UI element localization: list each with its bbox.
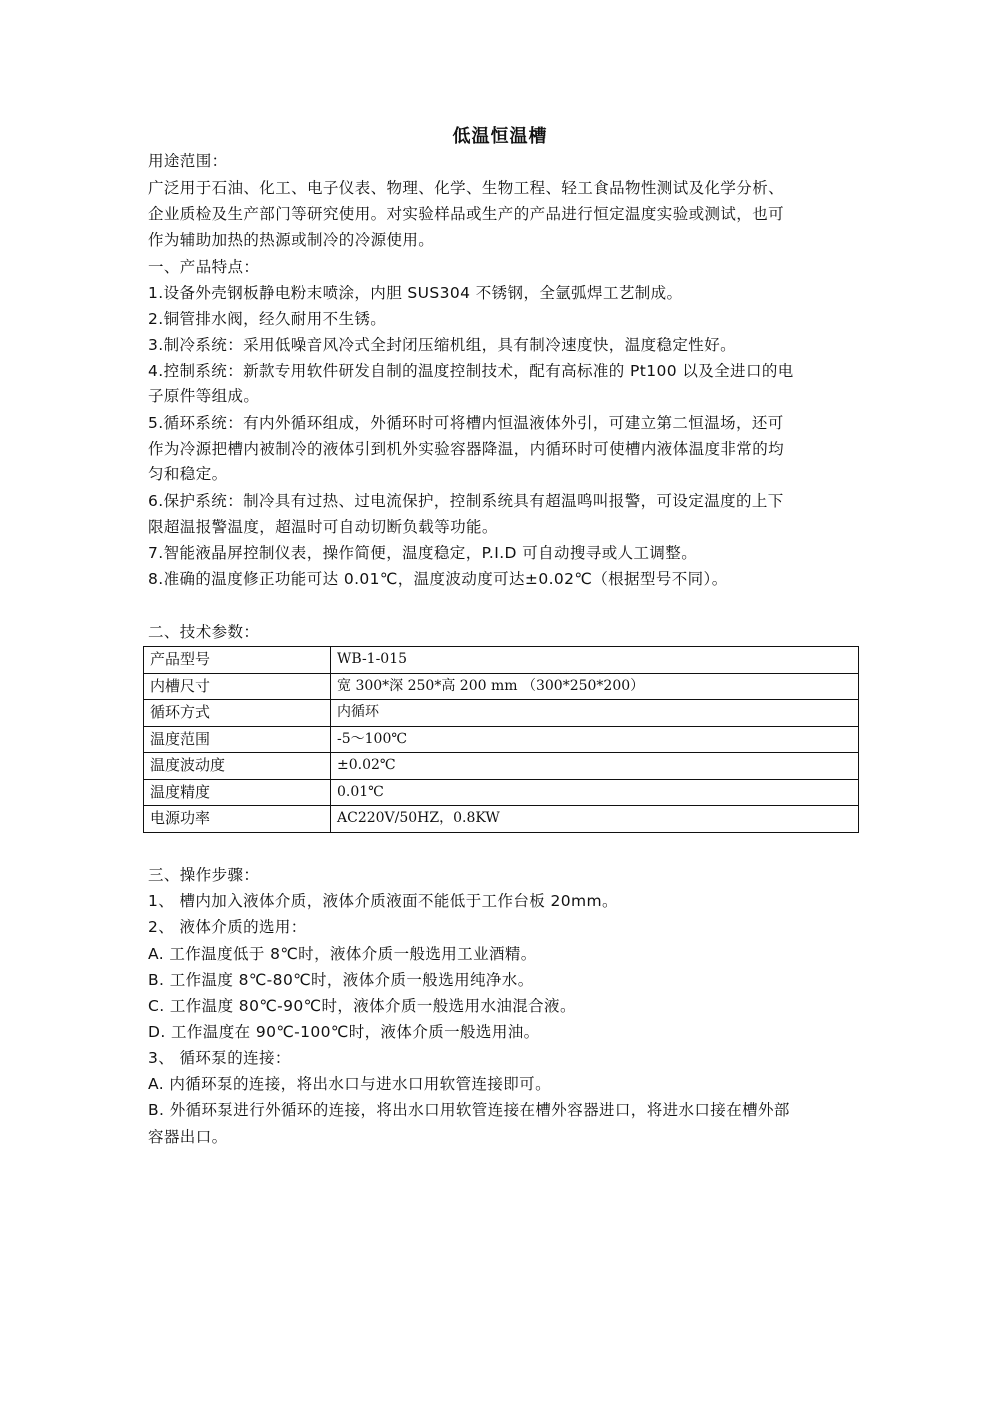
- param-value: 内循环: [331, 700, 859, 727]
- param-key: 内槽尺寸: [144, 673, 331, 700]
- step-line: 2、 液体介质的选用：: [148, 918, 307, 936]
- usage-line: 广泛用于石油、化工、电子仪表、物理、化学、生物工程、轻工食品物性测试及化学分析、: [148, 179, 785, 197]
- feature-line: 限超温报警温度，超温时可自动切断负载等功能。: [148, 518, 498, 536]
- table-row: [144, 779, 859, 806]
- param-key: 电源功率: [144, 806, 331, 833]
- table-row: [144, 700, 859, 727]
- feature-line: 匀和稳定。: [148, 465, 228, 483]
- feature-line: 6.保护系统：制冷具有过热、过电流保护，控制系统具有超温鸣叫报警，可设定温度的上下: [148, 492, 784, 510]
- param-key: 产品型号: [144, 647, 331, 674]
- feature-line: 子原件等组成。: [148, 387, 260, 405]
- step-line: 3、 循环泵的连接：: [148, 1049, 291, 1067]
- table-row: [144, 647, 859, 674]
- step-line: B. 外循环泵进行外循环的连接，将出水口用软管连接在槽外容器进口，将进水口接在槽外部: [148, 1101, 790, 1119]
- features-heading: 一、产品特点：: [148, 258, 260, 276]
- param-key: 温度范围: [144, 726, 331, 753]
- step-line: 容器出口。: [148, 1128, 228, 1146]
- table-row: [144, 753, 859, 780]
- param-value: AC220V/50HZ，0.8KW: [331, 806, 859, 833]
- usage-heading: 用途范围：: [148, 152, 228, 170]
- param-value: WB-1-015: [331, 647, 859, 674]
- param-key: 温度波动度: [144, 753, 331, 780]
- step-line: D. 工作温度在 90℃-100℃时，液体介质一般选用油。: [148, 1023, 540, 1041]
- step-line: A. 内循环泵的连接，将出水口与进水口用软管连接即可。: [148, 1075, 551, 1093]
- usage-line: 作为辅助加热的热源或制冷的冷源使用。: [148, 231, 435, 249]
- table-row: [144, 806, 859, 833]
- param-value: -5～100℃: [331, 726, 859, 753]
- usage-line: 企业质检及生产部门等研究使用。对实验样品或生产的产品进行恒定温度实验或测试，也可: [148, 205, 785, 223]
- feature-line: 8.准确的温度修正功能可达 0.01℃，温度波动度可达±0.02℃（根据型号不同）。: [148, 570, 728, 588]
- step-line: A. 工作温度低于 8℃时，液体介质一般选用工业酒精。: [148, 945, 537, 963]
- document-title: 低温恒温槽: [452, 126, 548, 147]
- feature-line: 2.铜管排水阀，经久耐用不生锈。: [148, 310, 387, 328]
- feature-line: 7.智能液晶屏控制仪表，操作简便，温度稳定，P.I.D 可自动搜寻或人工调整。: [148, 544, 698, 562]
- step-line: B. 工作温度 8℃-80℃时，液体介质一般选用纯净水。: [148, 971, 534, 989]
- feature-line: 1.设备外壳钢板静电粉末喷涂，内胆 SUS304 不锈钢，全氩弧焊工艺制成。: [148, 284, 683, 302]
- param-value: ±0.02℃: [331, 753, 859, 780]
- table-row: [144, 673, 859, 700]
- param-key: 温度精度: [144, 779, 331, 806]
- feature-line: 5.循环系统：有内外循环组成，外循环时可将槽内恒温液体外引，可建立第二恒温场，还可: [148, 414, 784, 432]
- steps-heading: 三、操作步骤：: [148, 866, 260, 884]
- step-line: C. 工作温度 80℃-90℃时，液体介质一般选用水油混合液。: [148, 997, 576, 1015]
- feature-line: 4.控制系统：新款专用软件研发自制的温度控制技术，配有高标准的 Pt100 以及全进口的电: [148, 362, 794, 380]
- technical-params-table: [143, 646, 859, 833]
- step-line: 1、 槽内加入液体介质，液体介质液面不能低于工作台板 20mm。: [148, 892, 618, 910]
- param-value: 0.01℃: [331, 779, 859, 806]
- param-key: 循环方式: [144, 700, 331, 727]
- param-value: 宽 300*深 250*高 200 mm （300*250*200）: [331, 673, 859, 700]
- table-row: [144, 726, 859, 753]
- feature-line: 作为冷源把槽内被制冷的液体引到机外实验容器降温，内循环时可使槽内液体温度非常的均: [148, 440, 785, 458]
- params-heading: 二、技术参数：: [148, 623, 260, 641]
- feature-line: 3.制冷系统：采用低噪音风冷式全封闭压缩机组，具有制冷速度快，温度稳定性好。: [148, 336, 736, 354]
